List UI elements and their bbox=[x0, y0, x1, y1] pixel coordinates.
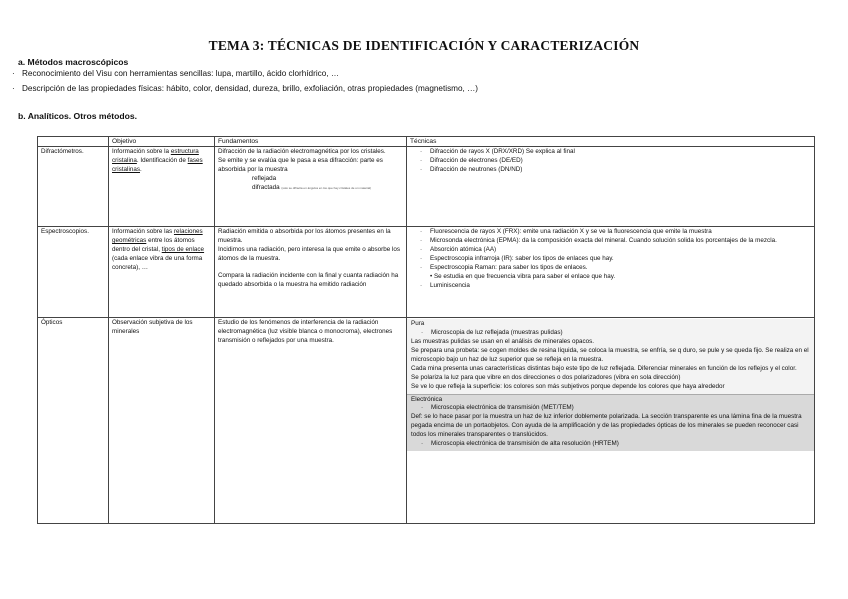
list-item: · Espectroscopia Raman: para saber los tipos de enlaces. bbox=[420, 264, 811, 273]
section-a-bullet: · Descripción de las propiedades físicas: hábito, color, densidad, dureza, brillo, exfoliación, otras propiedades (magnetismo, …) bbox=[12, 84, 479, 93]
list-item: · Luminiscencia bbox=[420, 282, 811, 291]
header-cell bbox=[38, 137, 109, 147]
fundamentos-cell: Estudio de los fenómenos de interferencia de la radiación electromagnética (luz visible blanca o monocroma), electrones transmisión o reflejados por una muestra. bbox=[215, 318, 407, 524]
list-item: · Difracción de neutrones (DN/ND) bbox=[420, 166, 811, 175]
objetivo-cell: Información sobre las relaciones geométricas entre los átomos dentro del cristal, tipos de enlace (cada enlace vibra de una forma concreta), … bbox=[109, 227, 215, 318]
techniques-table bbox=[37, 136, 815, 524]
list-item: · Fluorescencia de rayos X (FRX): emite una radiación X y se ve la fluorescencia que emite la muestra bbox=[420, 228, 811, 237]
section-b-heading: b. Analíticos. Otros métodos. bbox=[18, 111, 138, 121]
list-item: · Microscopia electrónica de transmisión (MET/TEM) bbox=[421, 404, 810, 413]
objetivo-cell: Observación subjetiva de los minerales bbox=[109, 318, 215, 524]
table-row-espectroscopios bbox=[38, 227, 815, 318]
header-cell: Fundamentos bbox=[215, 137, 407, 147]
list-item: · Difracción de rayos X (DRX/XRD) Se explica al final bbox=[420, 148, 811, 157]
list-item: · Microsonda electrónica (EPMA): da la composición exacta del mineral. Cuando solución solida los porcentajes de la mezcla. bbox=[420, 237, 811, 246]
fundamentos-cell: Radiación emitida o absorbida por los átomos presentes en la muestra. Incidimos una radiación, pero interesa la que emite o absorbe los átomos de la muestra. Compara la radiación incidente con la final y cuanta radiación ha quedado absorbida o la muestra ha emitido radiación bbox=[215, 227, 407, 318]
fundamentos-cell: Difracción de la radiación electromagnética por los cristales. Se emite y se evalúa que le pasa a esa difracción: parte es absorbida por la muestra reflejada difractada (solo se difracta en ángulos en los que hay cristales de un material) bbox=[215, 147, 407, 227]
list-item: · Microscopia electrónica de transmisión de alta resolución (HRTEM) bbox=[421, 440, 810, 449]
header-cell: Técnicas bbox=[407, 137, 815, 147]
pura-box: Pura · Microscopia de luz reflejada (muestras pulidas) Las muestras pulidas se usan en el análisis de minerales opacos. Se prepara una probeta: se cogen moldes de resina líquida, se coloca la muestra, se enfría, se q duro, se pule y se queda fijo. Se realiza en el microscopio bajo un haz de luz superior que se refleja en la muestra. Cada mina presenta unas características distintas bajo este tipo de luz reflejada. Diferenciar minerales en función de los reflejos y el color. Se polariza la luz para que vibre en dos direcciones o dos polarizadores (vibra en sola dirección) Se ve lo que refleja la superficie: los colores son más subjetivos porque depende los colores que haya alrededor bbox=[407, 319, 814, 395]
header-cell: Objetivo bbox=[109, 137, 215, 147]
tecnicas-cell bbox=[407, 227, 815, 318]
list-item: · Absorción atómica (AA) bbox=[420, 246, 811, 255]
list-item: · Microscopia de luz reflejada (muestras pulidas) bbox=[421, 329, 810, 338]
list-item: · Espectroscopia infrarroja (IR): saber los tipos de enlaces que hay. bbox=[420, 255, 811, 264]
pura-label: Pura bbox=[411, 320, 425, 327]
electronica-label: Electrónica bbox=[411, 395, 443, 403]
section-a-bullet: · Reconocimiento del Visu con herramientas sencillas: lupa, martillo, ácido clorhídrico, … bbox=[12, 69, 340, 78]
section-a-heading: a. Métodos macroscópicos bbox=[18, 57, 129, 67]
tecnicas-cell bbox=[407, 147, 815, 227]
row-label: Ópticos bbox=[38, 318, 109, 524]
table-row-opticos bbox=[38, 318, 815, 524]
table-row-difractometros bbox=[38, 147, 815, 227]
electronica-box: Electrónica · Microscopia electrónica de transmisión (MET/TEM) Def: se lo hace pasar por la muestra un haz de luz inferior doblemente polarizada. La sección transparente es una lámina fina de la muestra pegada encima de un portaobjetos. Con ayuda de la amplificación y de las propiedades ópticas de los minerales se pueden reconocer casi todos los minerales transparentes o translúcidos. · Microscopia electrónica de transmisión de alta resolución (HRTEM) bbox=[407, 395, 814, 452]
row-label: Difractómetros. bbox=[38, 147, 109, 227]
document-title: TEMA 3: TÉCNICAS DE IDENTIFICACIÓN Y CARACTERIZACIÓN bbox=[208, 38, 640, 53]
objetivo-cell: Información sobre la estructura cristalina. Identificación de fases cristalinas. bbox=[109, 147, 215, 227]
list-subitem: • Se estudia en que frecuencia vibra para saber el enlace que hay. bbox=[430, 272, 616, 280]
row-label: Espectroscopios. bbox=[38, 227, 109, 318]
tecnicas-cell bbox=[407, 318, 815, 524]
table-header-row bbox=[38, 137, 815, 147]
list-item: · Difracción de electrones (DE/ED) bbox=[420, 157, 811, 166]
